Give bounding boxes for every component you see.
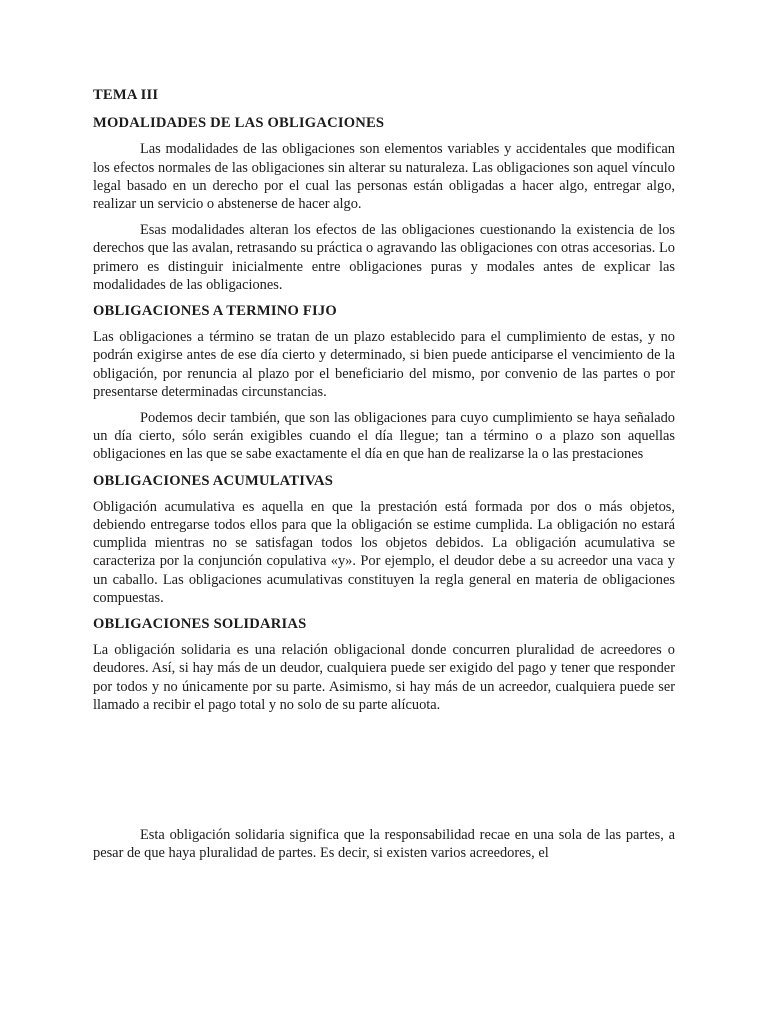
- intro-paragraph-2: Esas modalidades alteran los efectos de las obligaciones cuestionando la existencia de los derechos que las avalan, retrasando su práctica o agravando las obligaciones con otras accesorias. Lo primero es distinguir inicialmente entre obligaciones puras y modales antes de explicar las modalidades de las obligaciones.: [93, 222, 675, 293]
- section-heading-acumulativas: OBLIGACIONES ACUMULATIVAS: [93, 472, 334, 489]
- solidarias-paragraph-2: Esta obligación solidaria significa que la responsabilidad recae en una sola de las partes, a pesar de que haya pluralidad de partes. Es decir, si existen varios acreedores, el: [93, 827, 675, 862]
- tema-label: TEMA III: [93, 87, 159, 103]
- page-whitespace: [93, 722, 675, 826]
- solidarias-paragraph-1: La obligación solidaria es una relación obligacional donde concurren pluralidad de acreedores o deudores. Así, si hay más de un deudor, cualquiera puede ser exigido del pago y tener que responder por todos y no únicamente por su parte. Asimismo, si hay más de un acreedor, cualquiera puede ser llamado a recibir el pago total y no solo de su parte alícuota.: [93, 642, 675, 713]
- section-heading-solidarias: OBLIGACIONES SOLIDARIAS: [93, 616, 307, 633]
- termino-fijo-paragraph-2: Podemos decir también, que son las obligaciones para cuyo cumplimiento se haya señalado un día cierto, sólo serán exigibles cuando el día llegue; tan a término o a plazo son aquellas obligaciones en las que se sabe exactamente el día en que han de realizarse la o las prestaciones: [93, 410, 675, 463]
- intro-paragraph-1: Las modalidades de las obligaciones son elementos variables y accidentales que modifican los efectos normales de las obligaciones sin alterar su naturaleza. Las obligaciones son aquel vínculo legal basado en un derecho por el cual las personas están obligadas a hacer algo, entregar algo, realizar un servicio o abstenerse de hacer algo.: [93, 141, 675, 213]
- termino-fijo-paragraph-1: Las obligaciones a término se tratan de un plazo establecido para el cumplimiento de estas, y no podrán exigirse antes de ese día cierto y determinado, si bien puede anticiparse el vencimiento de la obligación, por renuncia al plazo por el beneficiario del mismo, por convenio de las partes o por presentarse determinadas circunstancias.: [93, 329, 675, 400]
- document-body: [93, 86, 675, 871]
- acumulativas-paragraph-1: Obligación acumulativa es aquella en que la prestación está formada por dos o más objetos, debiendo entregarse todos ellos para que la obligación se estime cumplida. La obligación no estará cumplida mientras no se satisfagan todos los objetos debidos. La obligación acumulativa se caracteriza por la conjunción copulativa «y». Por ejemplo, el deudor debe a su acreedor una vaca y un caballo. Las obligaciones acumulativas constituyen la regla general en materia de obligaciones compuestas.: [93, 498, 675, 606]
- document-title: MODALIDADES DE LAS OBLIGACIONES: [93, 115, 385, 132]
- section-heading-termino-fijo: OBLIGACIONES A TERMINO FIJO: [93, 303, 337, 320]
